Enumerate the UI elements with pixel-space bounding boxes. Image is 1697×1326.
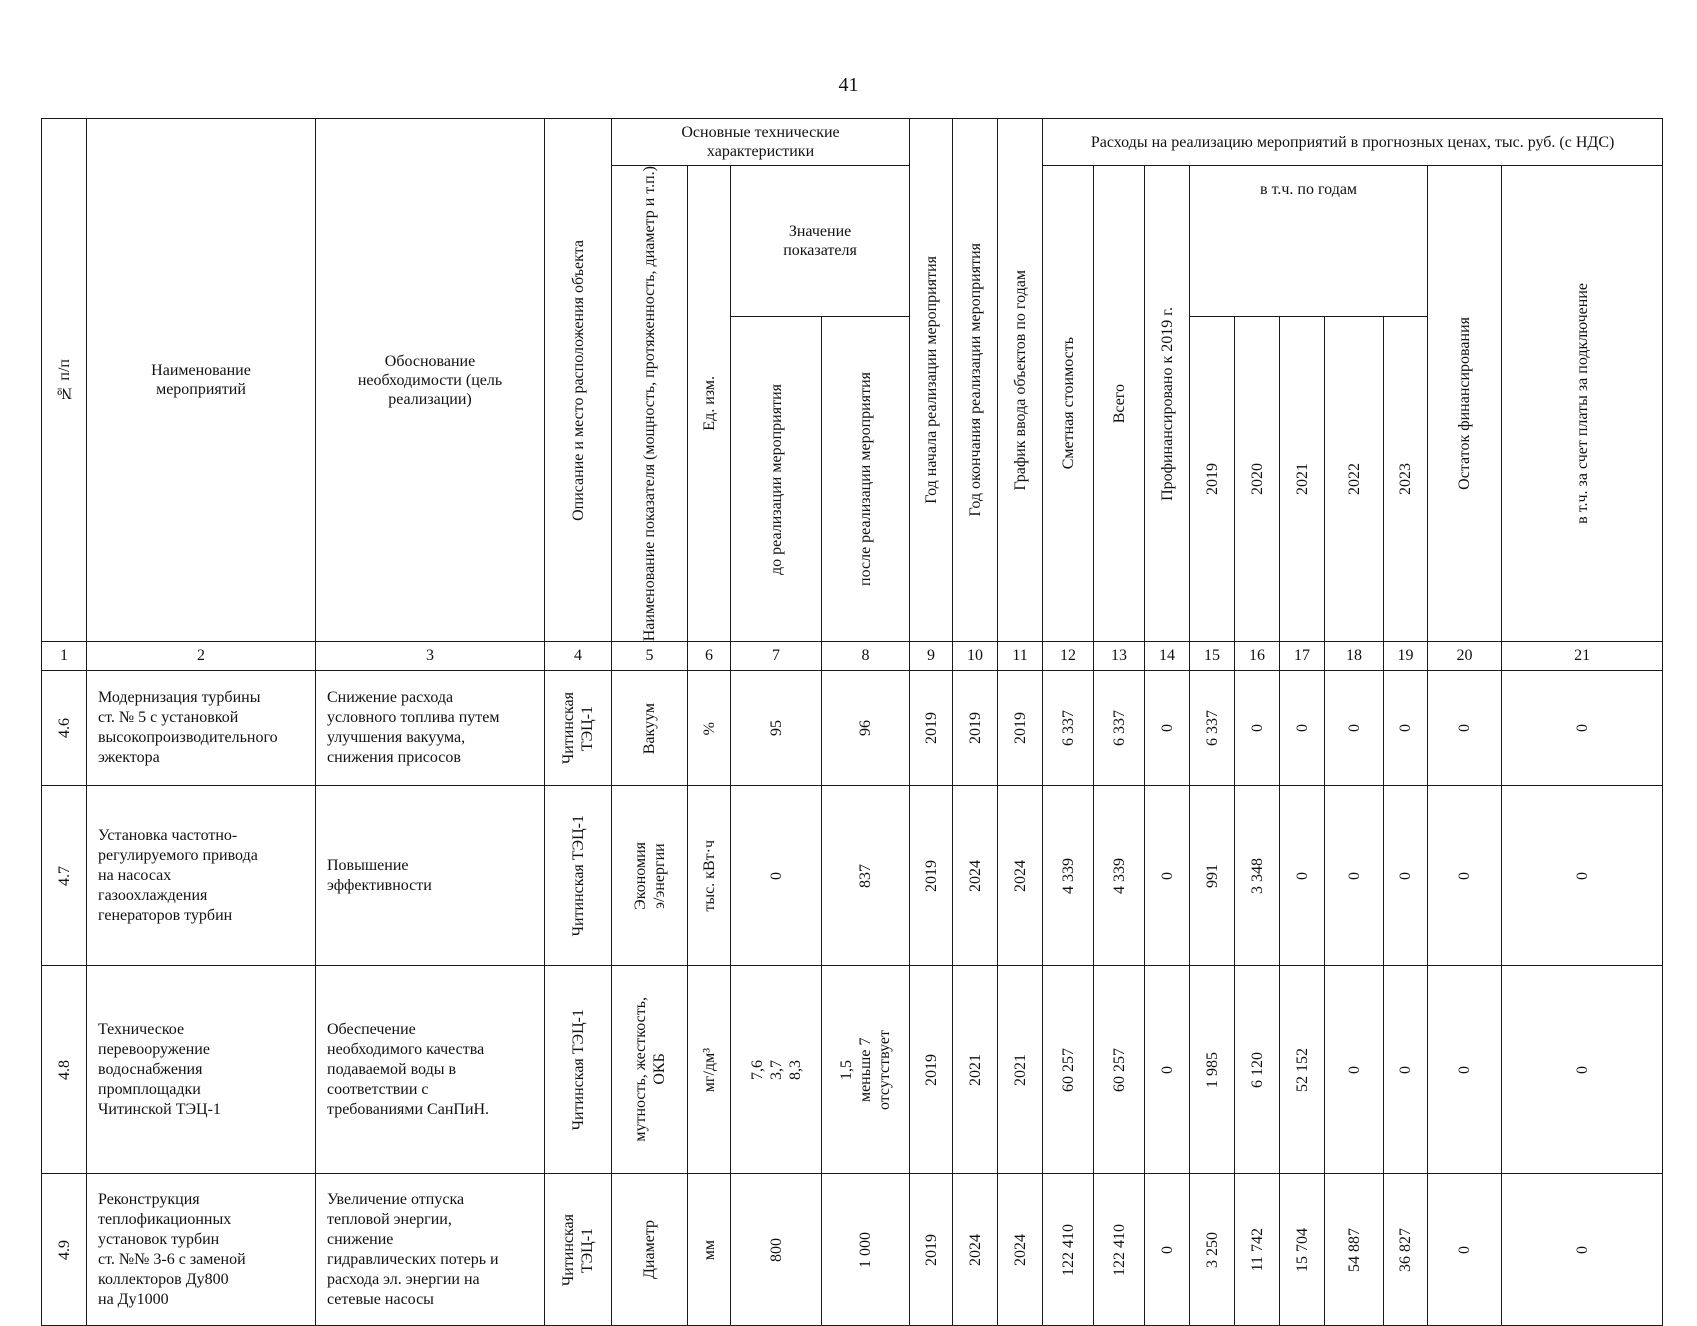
cost-2020: 0 (1235, 671, 1280, 786)
header-tech-group: Основные технические характеристики (612, 119, 910, 166)
connection-fee: 0 (1502, 1174, 1663, 1326)
measure-reason: Обеспечение необходимого качества подаваемой воды в соответствии с требованиями СанПиН. (316, 966, 545, 1174)
end-year: 2024 (953, 786, 998, 966)
cost-2020: 6 120 (1235, 966, 1280, 1174)
measure-reason: Снижение расхода условного топлива путем улучшения вакуума, снижения присосов (316, 671, 545, 786)
measure-reason: Повышение эффективности (316, 786, 545, 966)
header-remaining: Остаток финансирования (1428, 166, 1502, 642)
cost-2022: 0 (1325, 671, 1384, 786)
header-schedule: График ввода объектов по годам (998, 119, 1043, 642)
financed-before-2019: 0 (1145, 671, 1190, 786)
location: Читинская ТЭЦ-1 (545, 786, 612, 966)
column-number: 8 (822, 642, 910, 671)
header-indicator: Наименование показателя (мощность, протяженность, диаметр и т.п.) (612, 166, 688, 642)
cost-2021: 15 704 (1280, 1174, 1325, 1326)
header-year-2019: 2019 (1190, 317, 1235, 642)
column-number: 12 (1043, 642, 1094, 671)
estimate-cost: 122 410 (1043, 1174, 1094, 1326)
cost-2022: 0 (1325, 786, 1384, 966)
row-number: 4.9 (42, 1174, 87, 1326)
investment-program-table (41, 118, 1663, 1326)
cost-2023: 0 (1384, 966, 1428, 1174)
start-year: 2019 (910, 966, 953, 1174)
end-year: 2021 (953, 966, 998, 1174)
measure-name: Техническое перевооружение водоснабжения промплощадки Читинской ТЭЦ-1 (87, 966, 316, 1174)
value-after: 96 (822, 671, 910, 786)
header-location: Описание и место расположения объекта (545, 119, 612, 642)
table-row (42, 966, 1663, 1174)
header-total: Всего (1094, 166, 1145, 642)
location: Читинская ТЭЦ-1 (545, 966, 612, 1174)
column-number: 2 (87, 642, 316, 671)
header-after: после реализации мероприятия (822, 317, 910, 642)
value-before: 7,6 3,7 8,3 (731, 966, 822, 1174)
unit: % (688, 671, 731, 786)
value-before: 95 (731, 671, 822, 786)
value-before: 800 (731, 1174, 822, 1326)
cost-2019: 991 (1190, 786, 1235, 966)
column-number-row (42, 642, 1663, 671)
cost-2019: 1 985 (1190, 966, 1235, 1174)
estimate-cost: 4 339 (1043, 786, 1094, 966)
start-year: 2019 (910, 1174, 953, 1326)
row-number: 4.6 (42, 671, 87, 786)
header-no: № п/п (42, 119, 87, 642)
remaining-financing: 0 (1428, 966, 1502, 1174)
measure-name: Установка частотно- регулируемого привода на насосах газоохлаждения генераторов турбин (87, 786, 316, 966)
header-financed: Профинансировано к 2019 г. (1145, 166, 1190, 642)
connection-fee: 0 (1502, 671, 1663, 786)
measure-name: Модернизация турбины ст. № 5 с установкой высокопроизводительного эжектора (87, 671, 316, 786)
header-end-year: Год окончания реализации мероприятия (953, 119, 998, 642)
value-after: 1 000 (822, 1174, 910, 1326)
remaining-financing: 0 (1428, 671, 1502, 786)
column-number: 16 (1235, 642, 1280, 671)
header-year-2020: 2020 (1235, 317, 1280, 642)
column-number: 9 (910, 642, 953, 671)
schedule-year: 2024 (998, 1174, 1043, 1326)
remaining-financing: 0 (1428, 786, 1502, 966)
end-year: 2024 (953, 1174, 998, 1326)
total-cost: 6 337 (1094, 671, 1145, 786)
indicator: Экономия э/энергии (612, 786, 688, 966)
connection-fee: 0 (1502, 786, 1663, 966)
indicator: Вакуум (612, 671, 688, 786)
column-number: 7 (731, 642, 822, 671)
column-number: 6 (688, 642, 731, 671)
schedule-year: 2024 (998, 786, 1043, 966)
schedule-year: 2019 (998, 671, 1043, 786)
value-before: 0 (731, 786, 822, 966)
cost-2020: 11 742 (1235, 1174, 1280, 1326)
cost-2021: 0 (1280, 671, 1325, 786)
column-number: 13 (1094, 642, 1145, 671)
page-number: 41 (838, 74, 859, 96)
unit: мг/дм³ (688, 966, 731, 1174)
header-before: до реализации мероприятия (731, 317, 822, 642)
row-number: 4.8 (42, 966, 87, 1174)
table-row (42, 671, 1663, 786)
start-year: 2019 (910, 671, 953, 786)
header-connection: в т.ч. за счет платы за подключение (1502, 166, 1663, 642)
header-year-2022: 2022 (1325, 317, 1384, 642)
cost-2023: 0 (1384, 786, 1428, 966)
column-number: 3 (316, 642, 545, 671)
column-number: 15 (1190, 642, 1235, 671)
remaining-financing: 0 (1428, 1174, 1502, 1326)
row-number: 4.7 (42, 786, 87, 966)
financed-before-2019: 0 (1145, 786, 1190, 966)
column-number: 18 (1325, 642, 1384, 671)
total-cost: 4 339 (1094, 786, 1145, 966)
estimate-cost: 60 257 (1043, 966, 1094, 1174)
end-year: 2019 (953, 671, 998, 786)
table-row (42, 1174, 1663, 1326)
column-number: 10 (953, 642, 998, 671)
header-unit: Ед. изм. (688, 166, 731, 642)
column-number: 17 (1280, 642, 1325, 671)
column-number: 5 (612, 642, 688, 671)
cost-2020: 3 348 (1235, 786, 1280, 966)
header-estimate: Сметная стоимость (1043, 166, 1094, 642)
header-name: Наименование мероприятий (87, 119, 316, 642)
header-reason: Обоснование необходимости (цель реализации) (316, 119, 545, 642)
measure-name: Реконструкция теплофикационных установок турбин ст. №№ 3-6 с заменой коллекторов Ду800 на Ду1000 (87, 1174, 316, 1326)
cost-2022: 0 (1325, 966, 1384, 1174)
location: Читинская ТЭЦ-1 (545, 1174, 612, 1326)
header-year-2021: 2021 (1280, 317, 1325, 642)
column-number: 14 (1145, 642, 1190, 671)
header-cost-group: Расходы на реализацию мероприятий в прогнозных ценах, тыс. руб. (с НДС) (1043, 119, 1663, 166)
financed-before-2019: 0 (1145, 1174, 1190, 1326)
measure-reason: Увеличение отпуска тепловой энергии, снижение гидравлических потерь и расхода эл. энергии на сетевые насосы (316, 1174, 545, 1326)
value-after: 837 (822, 786, 910, 966)
indicator: Диаметр (612, 1174, 688, 1326)
column-number: 20 (1428, 642, 1502, 671)
cost-2023: 0 (1384, 671, 1428, 786)
unit: мм (688, 1174, 731, 1326)
estimate-cost: 6 337 (1043, 671, 1094, 786)
start-year: 2019 (910, 786, 953, 966)
header-start-year: Год начала реализации мероприятия (910, 119, 953, 642)
financed-before-2019: 0 (1145, 966, 1190, 1174)
column-number: 19 (1384, 642, 1428, 671)
value-after: 1,5 меньше 7 отсутствует (822, 966, 910, 1174)
cost-2021: 52 152 (1280, 966, 1325, 1174)
column-number: 4 (545, 642, 612, 671)
column-number: 11 (998, 642, 1043, 671)
connection-fee: 0 (1502, 966, 1663, 1174)
cost-2019: 3 250 (1190, 1174, 1235, 1326)
total-cost: 60 257 (1094, 966, 1145, 1174)
header-value-group: Значение показателя (731, 166, 910, 317)
unit: тыс. кВт·ч (688, 786, 731, 966)
header-year-2023: 2023 (1384, 317, 1428, 642)
cost-2019: 6 337 (1190, 671, 1235, 786)
cost-2021: 0 (1280, 786, 1325, 966)
cost-2023: 36 827 (1384, 1174, 1428, 1326)
column-number: 21 (1502, 642, 1663, 671)
location: Читинская ТЭЦ-1 (545, 671, 612, 786)
table-row (42, 786, 1663, 966)
indicator: мутность, жесткость, ОКБ (612, 966, 688, 1174)
column-number: 1 (42, 642, 87, 671)
cost-2022: 54 887 (1325, 1174, 1384, 1326)
header-years-group: в т.ч. по годам (1190, 166, 1428, 317)
total-cost: 122 410 (1094, 1174, 1145, 1326)
schedule-year: 2021 (998, 966, 1043, 1174)
